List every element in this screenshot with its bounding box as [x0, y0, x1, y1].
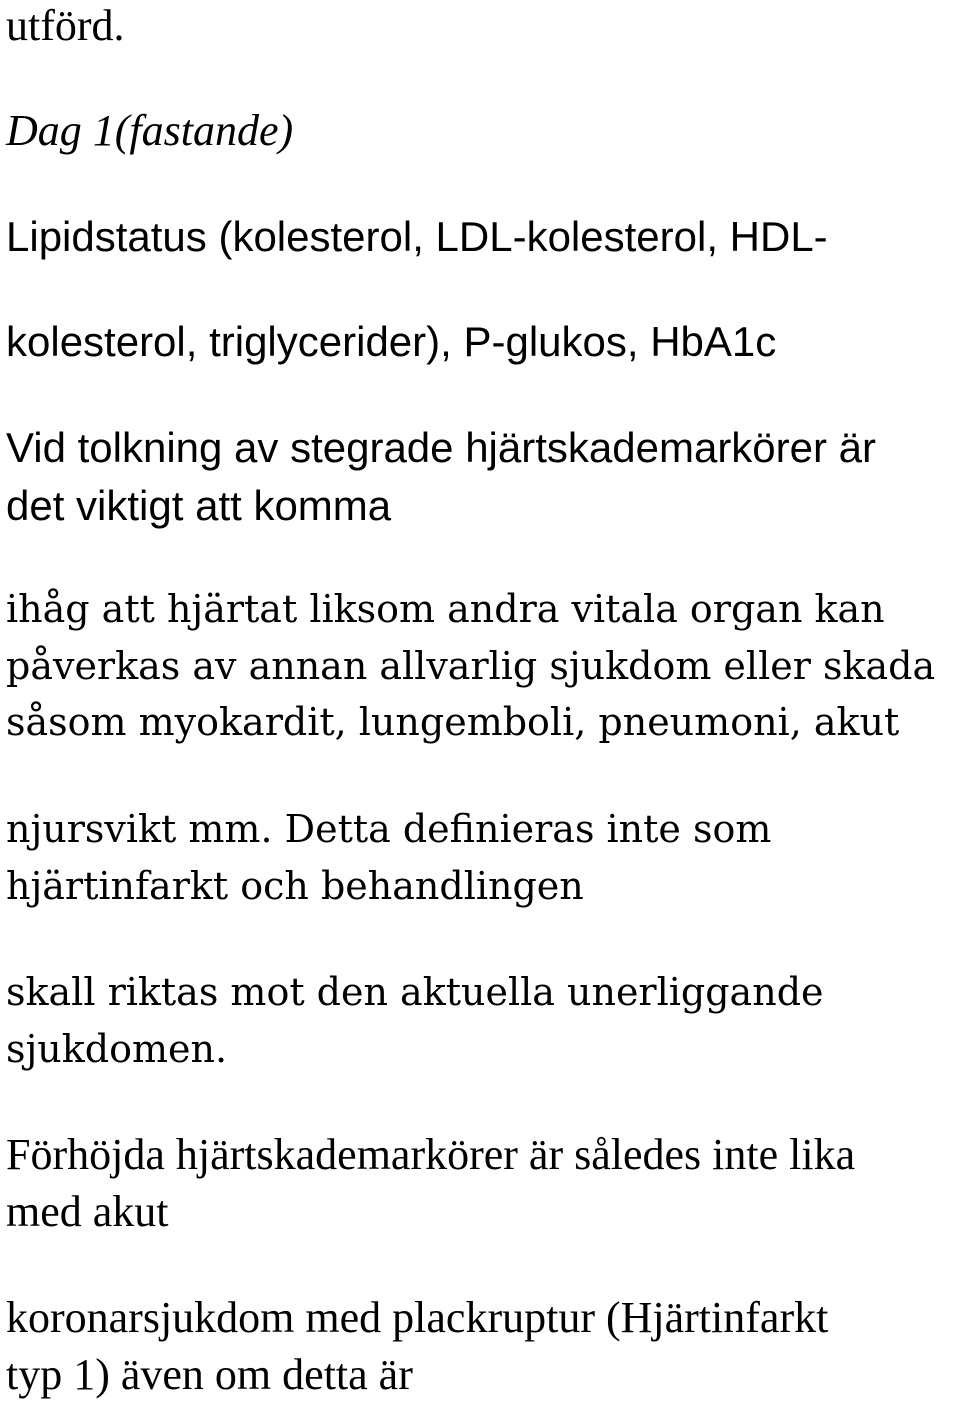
text-line: hjärtinfarkt och behandlingen — [6, 864, 584, 908]
text-line: ihåg att hjärtat liksom andra vitala organ kan — [6, 587, 885, 631]
text-line: det viktigt att komma — [6, 482, 392, 529]
text-line: påverkas av annan allvarlig sjukdom eller skada — [6, 644, 936, 688]
text-line: med akut — [6, 1187, 169, 1236]
text-line: Förhöjda hjärtskademarkörer är således inte lika — [6, 1130, 856, 1179]
text-line: skall riktas mot den aktuella unerliggande — [6, 970, 824, 1014]
text-line: utförd. — [6, 1, 125, 50]
text-line: såsom myokardit, lungemboli, pneumoni, akut — [6, 700, 900, 744]
text-line: Lipidstatus (kolesterol, LDL-kolesterol, HDL- — [6, 213, 828, 260]
text-line: njursvikt mm. Detta definieras inte som — [6, 807, 772, 851]
text-line: Vid tolkning av stegrade hjärtskademarkörer är — [6, 424, 877, 471]
text-line: Dag 1(fastande) — [6, 106, 294, 155]
text-line: sjukdomen. — [6, 1027, 228, 1071]
text-line: typ 1) även om detta är — [6, 1350, 413, 1399]
text-line: kolesterol, triglycerider), P-glukos, HbA1c — [6, 318, 777, 365]
text-line: koronarsjukdom med plackruptur (Hjärtinfarkt — [6, 1293, 829, 1342]
